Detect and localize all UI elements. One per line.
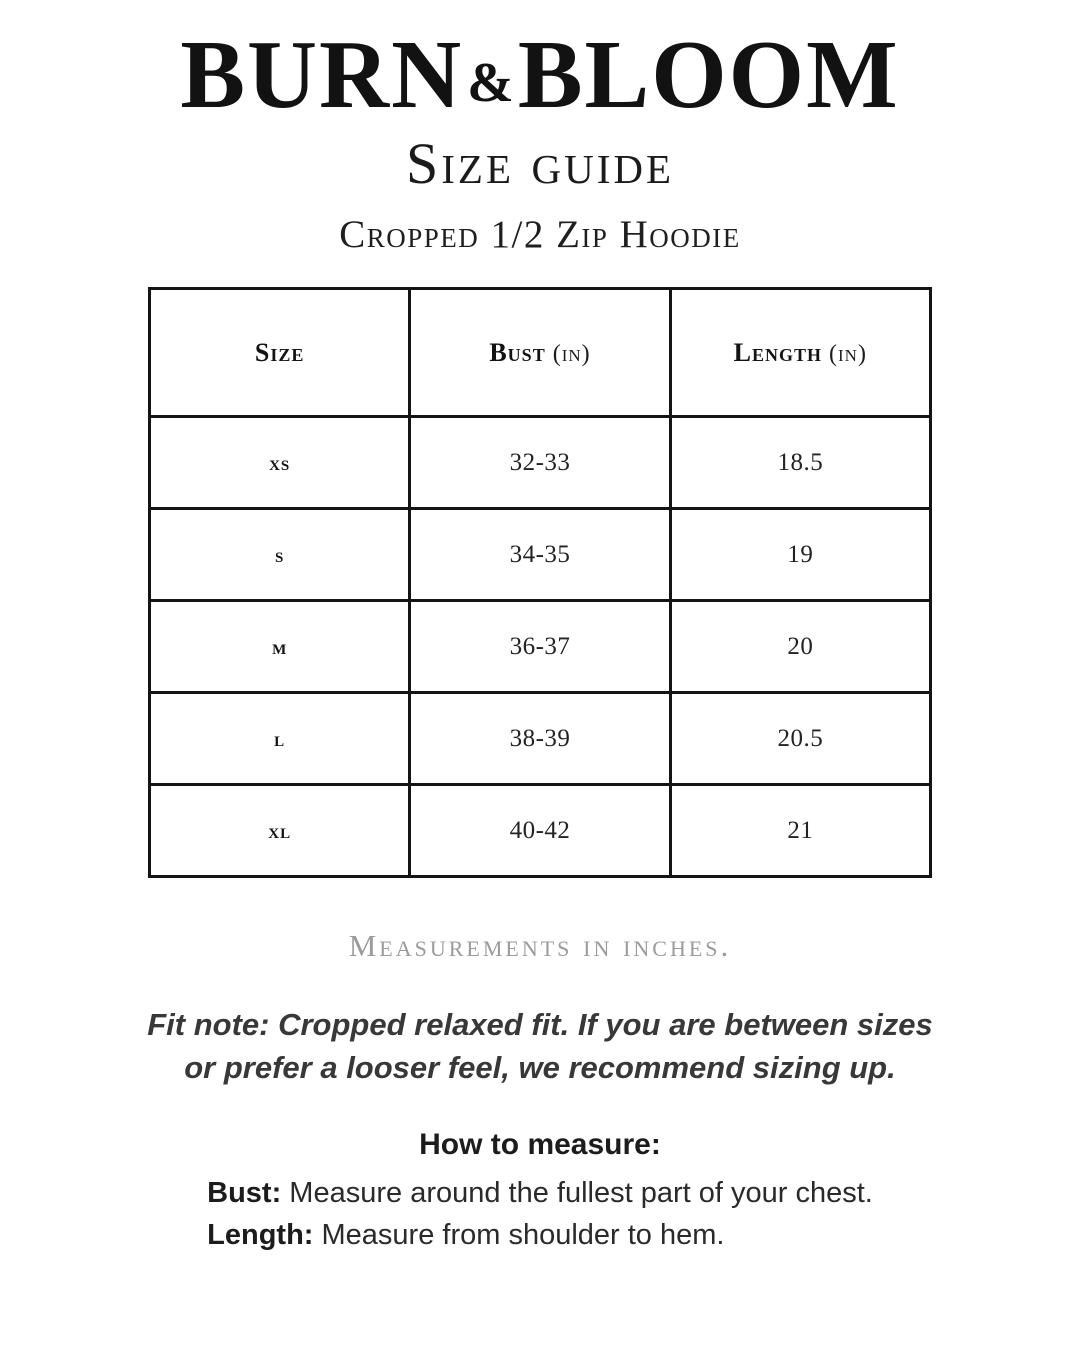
brand-name-right: BLOOM [517, 21, 900, 128]
product-name: Cropped 1/2 Zip Hoodie [339, 213, 741, 256]
column-header-bust [410, 289, 670, 417]
size-chart-table [148, 287, 932, 878]
size-value: xs [150, 417, 410, 509]
measure-instructions [207, 1172, 873, 1256]
length-value: 19 [670, 509, 930, 601]
length-value: 18.5 [670, 417, 930, 509]
column-header-length [670, 289, 930, 417]
page-title: Size guide [405, 131, 675, 196]
brand-ampersand: & [467, 52, 514, 114]
measurements-footnote: Measurements in inches. [348, 928, 732, 963]
column-label: Size [254, 337, 305, 367]
size-value: l [150, 693, 410, 785]
bust-value: 40-42 [410, 785, 670, 877]
column-header-size [150, 289, 410, 417]
length-value: 20 [670, 601, 930, 693]
column-unit: (in) [552, 340, 591, 367]
bust-text: Measure around the fullest part of your chest. [281, 1176, 873, 1209]
brand-logo [0, 21, 1080, 128]
table-row-m [150, 601, 931, 693]
how-to-measure-section [0, 1128, 1080, 1256]
bust-value: 32-33 [410, 417, 670, 509]
table-row-xl [150, 785, 931, 877]
size-value: s [150, 509, 410, 601]
fit-note-line1: Fit note: Cropped relaxed fit. If you are between sizes [147, 1007, 933, 1042]
column-label: Bust [489, 337, 546, 367]
bust-label: Bust: [207, 1176, 282, 1209]
table-row-xs [150, 417, 931, 509]
table-row-s [150, 509, 931, 601]
size-value: xl [150, 785, 410, 877]
length-instruction [207, 1214, 873, 1256]
length-text: Measure from shoulder to hem. [313, 1218, 725, 1251]
length-value: 20.5 [670, 693, 930, 785]
table-body [150, 417, 931, 877]
table-row-l [150, 693, 931, 785]
bust-value: 38-39 [410, 693, 670, 785]
length-label: Length: [207, 1218, 314, 1251]
size-value: m [150, 601, 410, 693]
column-unit: (in) [829, 340, 867, 367]
length-value: 21 [670, 785, 930, 877]
column-label: Length [733, 337, 823, 367]
fit-note-line2: or prefer a looser feel, we recommend sizing up. [184, 1049, 896, 1085]
bust-value: 36-37 [410, 601, 670, 693]
brand-name-left: BURN [180, 21, 464, 128]
fit-note [0, 1004, 1080, 1090]
header [0, 0, 1080, 254]
header-row [150, 289, 931, 417]
bust-value: 34-35 [410, 509, 670, 601]
how-to-measure-heading: How to measure: [419, 1127, 661, 1161]
table-header [150, 289, 931, 417]
bust-instruction [207, 1172, 873, 1214]
